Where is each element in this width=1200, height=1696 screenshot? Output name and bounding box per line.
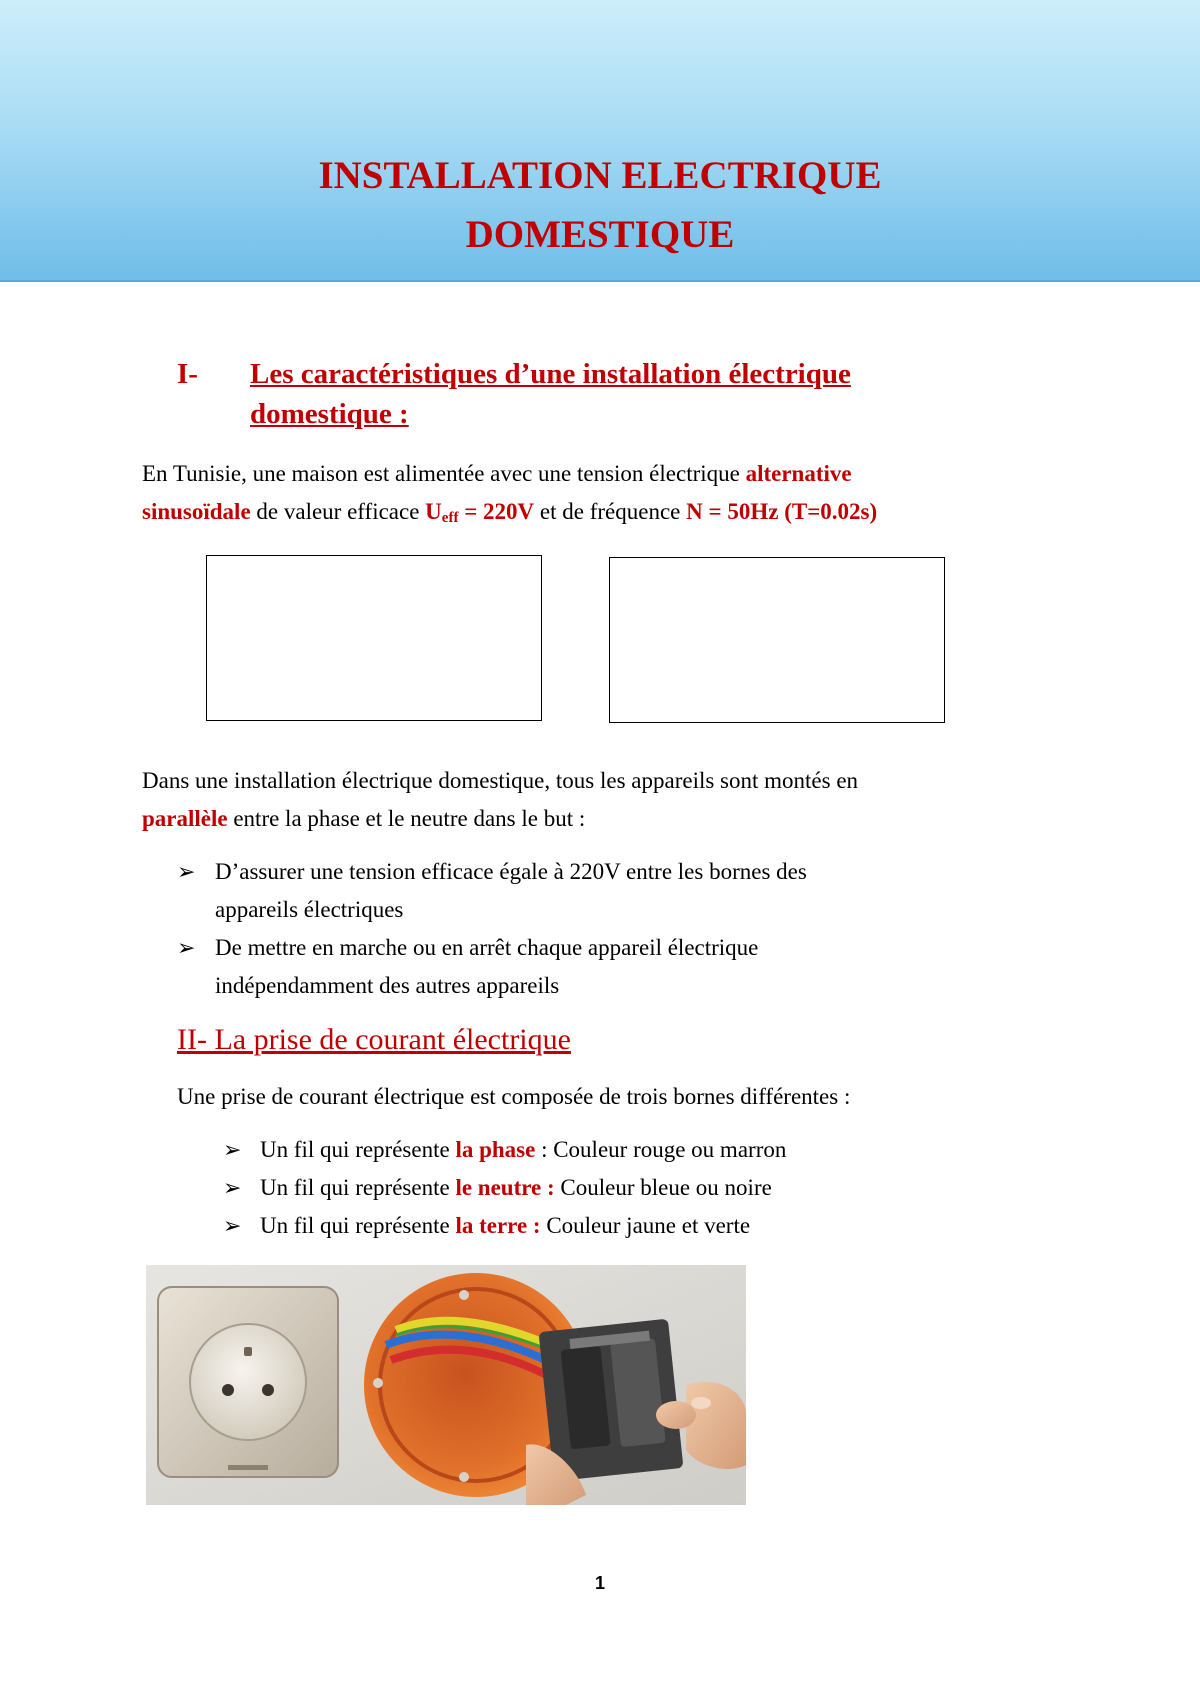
wire-earth xyxy=(260,1207,750,1245)
wire-prefix: Un fil qui représente xyxy=(260,1137,456,1162)
intro-text-2: de valeur efficace xyxy=(250,499,426,524)
document-title xyxy=(0,146,1200,264)
phase-term: la phase xyxy=(455,1137,536,1162)
section2-title xyxy=(177,1020,571,1060)
section1-number: I- xyxy=(177,358,198,390)
alternative-term: alternative xyxy=(745,461,852,486)
section1-title xyxy=(250,354,851,434)
section2-intro: Une prise de courant électrique est composée de trois bornes différentes : xyxy=(177,1084,851,1109)
sinusoidal-term: sinusoïdale xyxy=(142,499,251,524)
socket-photo xyxy=(146,1265,746,1505)
arrow-bullet-icon: ➢ xyxy=(177,935,196,960)
empty-frame-right xyxy=(609,557,945,723)
section1-title-line2: domestique : xyxy=(250,398,409,430)
title-line-1: INSTALLATION ELECTRIQUE xyxy=(318,154,882,197)
wire-neutral xyxy=(260,1169,772,1207)
phase-color: Couleur rouge ou marron xyxy=(553,1137,787,1162)
title-line-2: DOMESTIQUE xyxy=(465,213,735,256)
intro-text-3: et de fréquence xyxy=(534,499,687,524)
arrow-bullet-icon: ➢ xyxy=(223,1175,242,1200)
frequency-value: N = 50Hz (T=0.02s) xyxy=(686,499,878,524)
arrow-bullet-icon: ➢ xyxy=(223,1213,242,1238)
page-number: 1 xyxy=(594,1573,605,1593)
ueff-number: = 220V xyxy=(458,499,535,524)
wire-prefix: Un fil qui représente xyxy=(260,1213,456,1238)
parallel-term: parallèle xyxy=(142,806,228,831)
wire-phase xyxy=(260,1131,786,1169)
arrow-bullet-icon: ➢ xyxy=(223,1137,242,1162)
earth-color: Couleur jaune et verte xyxy=(546,1213,751,1238)
bullet-2-line-2: indépendamment des autres appareils xyxy=(215,973,560,998)
ueff-subscript: eff xyxy=(441,510,459,526)
ueff-symbol: U xyxy=(425,499,442,524)
bullet-1-line-2: appareils électriques xyxy=(215,897,404,922)
bullet-1-line-1: D’assurer une tension efficace égale à 220V entre les bornes des xyxy=(215,859,807,884)
neutral-term: le neutre : xyxy=(455,1175,555,1200)
wire-prefix: Un fil qui représente xyxy=(260,1175,456,1200)
parallel-line-2 xyxy=(142,800,585,838)
wire-sep: : xyxy=(535,1137,554,1162)
neutral-color: Couleur bleue ou noire xyxy=(560,1175,772,1200)
intro-line-1 xyxy=(142,455,852,493)
ueff-value xyxy=(425,499,534,524)
parallel-text: entre la phase et le neutre dans le but : xyxy=(227,806,586,831)
section1-title-line1: Les caractéristiques d’une installation électrique xyxy=(250,358,851,390)
earth-term: la terre : xyxy=(455,1213,541,1238)
bullet-2-line-1: De mettre en marche ou en arrêt chaque appareil électrique xyxy=(215,935,759,960)
section2-title-text: II- La prise de courant électrique xyxy=(177,1023,571,1056)
intro-line-2 xyxy=(142,493,877,537)
intro-text-1: En Tunisie, une maison est alimentée avec une tension électrique xyxy=(142,461,746,486)
arrow-bullet-icon: ➢ xyxy=(177,859,196,884)
parallel-line-1: Dans une installation électrique domestique, tous les appareils sont montés en xyxy=(142,768,859,793)
empty-frame-left xyxy=(206,555,542,721)
